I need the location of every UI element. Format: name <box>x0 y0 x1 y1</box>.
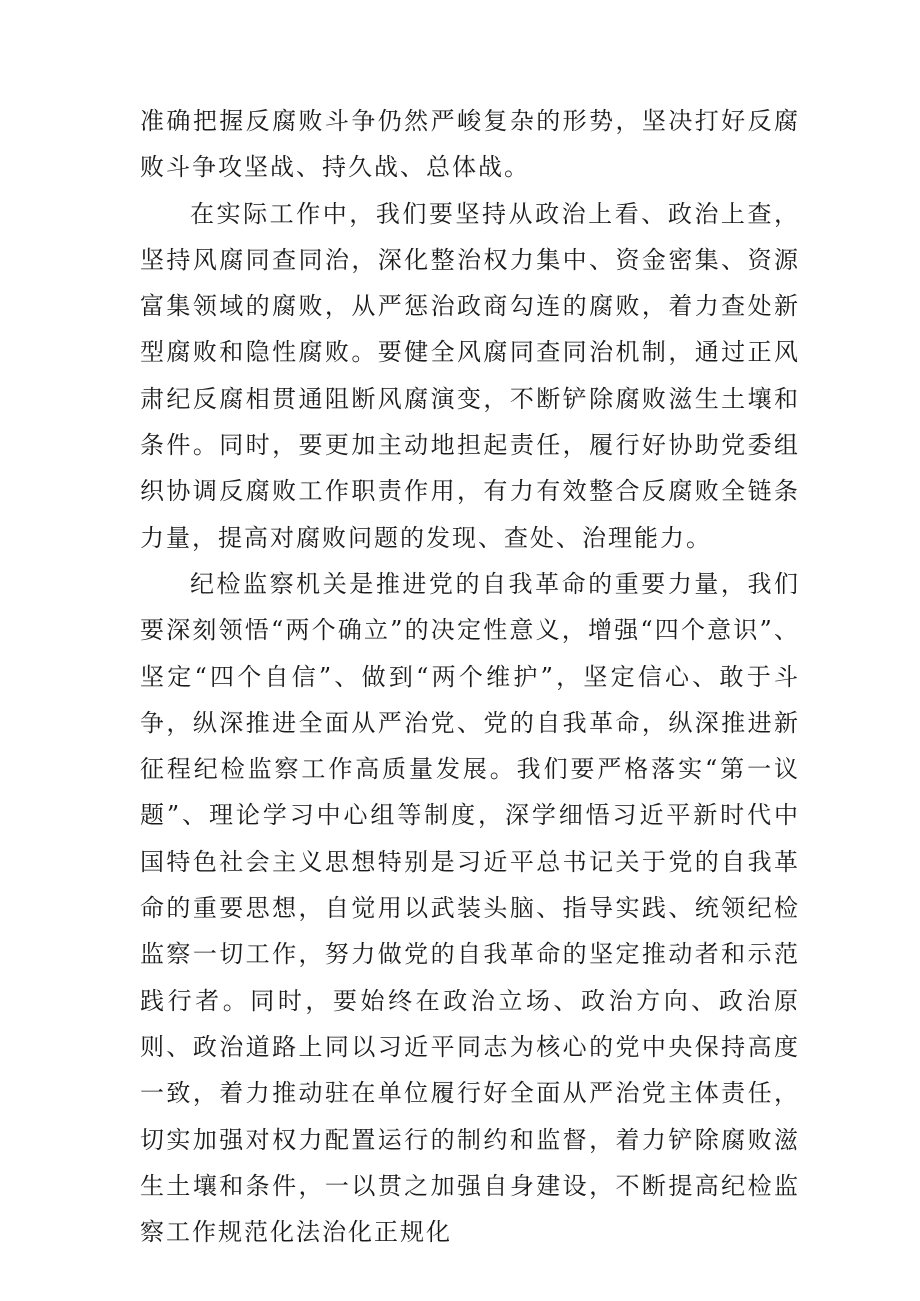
paragraph-2: 在实际工作中，我们要坚持从政治上看、政治上查，坚持风腐同查同治，深化整治权力集中、资金密集、资源富集领域的腐败，从严惩治政商勾连的腐败，着力查处新型腐败和隐性腐败。要健全风腐同查同治机制，通过正风肃纪反腐相贯通阻断风腐演变，不断铲除腐败滋生土壤和条件。同时，要更加主动地担起责任，履行好协助党委组织协调反腐败工作职责作用，有力有效整合反腐败全链条力量，提高对腐败问题的发现、查处、治理能力。 <box>140 199 800 552</box>
paragraph-1: 准确把握反腐败斗争仍然严峻复杂的形势，坚决打好反腐败斗争攻坚战、持久战、总体战。 <box>140 107 800 182</box>
document-page <box>140 98 800 1255</box>
paragraph-3: 纪检监察机关是推进党的自我革命的重要力量，我们要深刻领悟“两个确立”的决定性意义，增强“四个意识”、坚定“四个自信”、做到“两个维护”，坚定信心、敢于斗争，纵深推进全面从严治党、党的自我革命，纵深推进新征程纪检监察工作高质量发展。我们要严格落实“第一议题”、理论学习中心组等制度，深学细悟习近平新时代中国特色社会主义思想特别是习近平总书记关于党的自我革命的重要思想，自觉用以武装头脑、指导实践、统领纪检监察一切工作，努力做党的自我革命的坚定推动者和示范践行者。同时，要始终在政治立场、政治方向、政治原则、政治道路上同以习近平同志为核心的党中央保持高度一致，着力推动驻在单位履行好全面从严治党主体责任，切实加强对权力配置运行的制约和监督，着力铲除腐败滋生土壤和条件，一以贯之加强自身建设，不断提高纪检监察工作规范化法治化正规化 <box>140 569 800 1247</box>
